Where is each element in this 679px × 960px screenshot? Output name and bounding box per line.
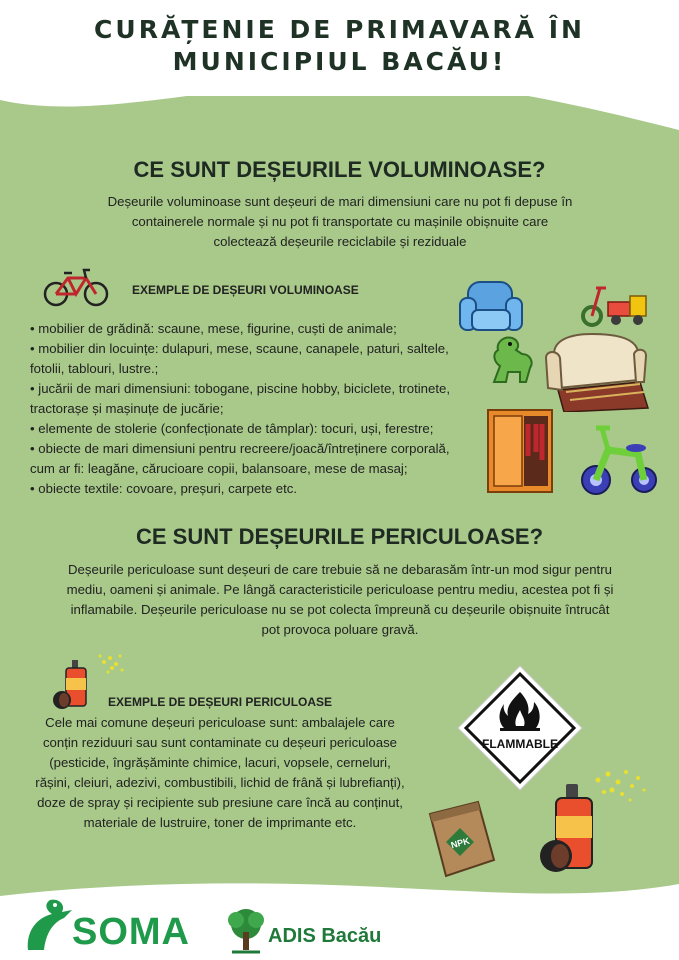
adis-logo-icon: [222, 906, 270, 956]
spray-can-large-icon: [536, 760, 656, 878]
sofa-icon: [540, 328, 650, 412]
tricycle-icon: [580, 282, 650, 328]
bulky-section-title: CE SUNT DEȘEURILE VOLUMINOASE?: [133, 157, 546, 182]
flammable-label: FLAMMABLE: [482, 737, 558, 751]
hazardous-section-title: CE SUNT DEȘEURILE PERICULOASE?: [135, 524, 544, 549]
adis-logo: ADIS Bacău: [268, 925, 382, 947]
fertilizer-bag-icon: [420, 800, 498, 880]
bulky-examples-list: [30, 319, 450, 499]
list-item: • elemente de stolerie (confecționate de tâmplar): tocuri, uși, ferestre;: [30, 421, 434, 436]
list-item: • obiecte textile: covoare, preșuri, carpete etc.: [30, 481, 298, 496]
list-item: • obiecte de mari dimensiuni pentru recreere/joacă/întreținere corporală, cum ar fi: leagăne, cărucioare copii, balansoare, mese de masaj;: [30, 441, 450, 476]
hazardous-examples-title: EXEMPLE DE DEȘEURI PERICULOASE: [108, 695, 333, 709]
soma-logo-icon: [22, 896, 76, 954]
list-item: • jucării de mari dimensiuni: tobogane, piscine hobby, biciclete, trotinete, tractorașe și mașinuțe de jucărie;: [30, 381, 451, 416]
hazardous-examples-text: Cele mai comune deșeuri periculoase sunt: ambalajele care conțin reziduuri sau sunt contaminate cu deșeuri periculoase (pesticide, îngrășăminte chimice, lacuri, vopsele, cerneluri, rășini, cleiuri, adezivi, combustibili, lichid de frână și lubrefianți), doze de spray și recipiente sub presiune care încă au conținut, materiale de lustruire, toner de imprimante etc.: [35, 715, 405, 830]
title-line-2: MUNICIPIUL BACĂU!: [172, 47, 507, 76]
balance-bike-icon: [578, 420, 660, 498]
title-line-1: CURĂȚENIE DE PRIMAVARĂ ÎN: [94, 15, 585, 44]
soma-logo: SOMA: [72, 911, 190, 953]
bulky-description: Deșeurile voluminoase sunt deșeuri de mari dimensiuni care nu pot fi depuse în containerele normale și nu pot fi transportate cu mașinile obișnuite care colectează deșeurile reciclabile și reziduale: [107, 194, 573, 249]
wardrobe-icon: [484, 406, 556, 496]
hazardous-description: Deșeurile periculoase sunt deșeuri de care trebuie să ne debarasăm într-un mod sigur pentru mediu, oameni și animale. Pe lângă caracteristicile periculoase pentru mediu, acestea pot fi și inflamabile. Deșeurile periculoase nu se pot colecta împreună cu deșeurile obișnuite întrucât pot provoca poluare gravă.: [66, 562, 614, 637]
dinosaur-icon: [486, 332, 538, 386]
page-title: [0, 14, 679, 78]
list-item: • mobilier din locuințe: dulapuri, mese, scaune, canapele, paturi, saltele, fotolii, tablouri, lustre.;: [30, 341, 449, 376]
bulky-examples-title: EXEMPLE DE DEȘEURI VOLUMINOASE: [132, 283, 359, 297]
list-item: • mobilier de grădină: scaune, mese, figurine, cuști de animale;: [30, 321, 397, 336]
armchair-icon: [458, 276, 526, 338]
fertilizer-label: NPK: [449, 835, 471, 851]
bicycle-icon: [42, 264, 110, 308]
